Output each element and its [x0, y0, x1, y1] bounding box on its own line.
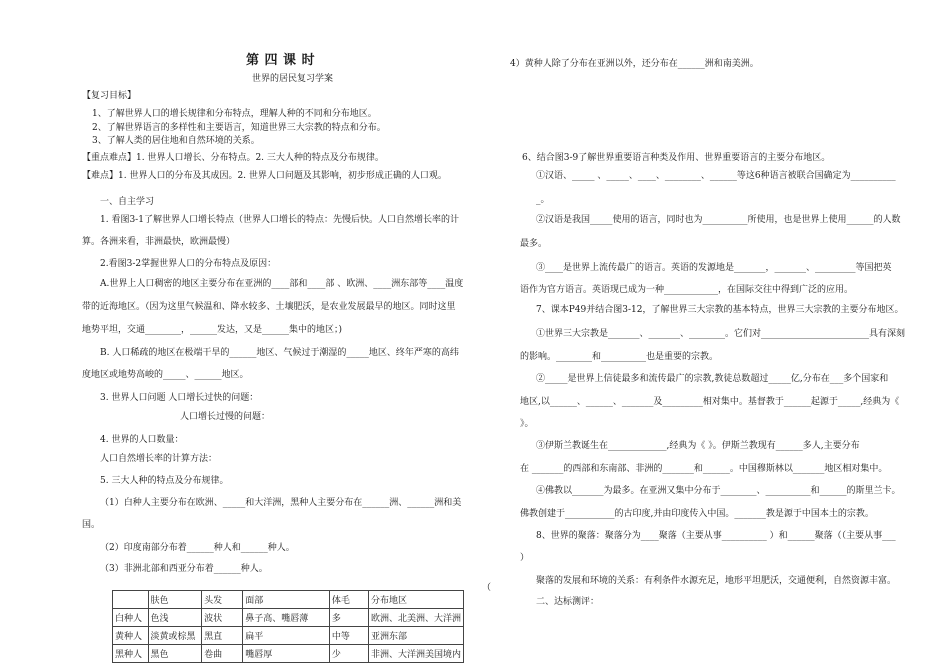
table-cell: 白种人 — [113, 609, 149, 627]
right-line-7: ③____是世界上流传最广的语言。英语的发源地是_______，_______、_________等国把英 — [536, 263, 892, 273]
right-line-11: 的影响。________和__________也是重要的宗教。 — [520, 352, 719, 362]
table-cell: 波状 — [202, 609, 243, 627]
table-cell: 鼻子高、嘴唇薄 — [243, 609, 330, 627]
table-cell: 黄种人 — [113, 627, 149, 645]
left-line-7: 一、自主学习 — [100, 197, 155, 207]
race-table — [112, 590, 464, 663]
page-title: 第 四 课 时 — [246, 53, 316, 68]
left-line-4: 3、了解人类的居住地和自然环境的关系。 — [92, 136, 260, 146]
table-cell: 肤色 — [148, 591, 202, 609]
left-line-22: 国。 — [82, 520, 101, 530]
table-cell: 色浅 — [148, 609, 202, 627]
table-cell: 黑种人 — [113, 645, 149, 663]
right-line-9: 7、课本P49并结合图3-12，了解世界三大宗教的基本特点，世界三大宗教的主要分布地区。 — [536, 305, 904, 315]
right-line-15: ③伊斯兰教诞生在_____________,经典为《 》。伊斯兰教现有______多人,主要分布 — [536, 441, 860, 451]
right-line-2: 6、结合图3-9了解世界重要语言种类及作用、世界重要语言的主要分布地区。 — [522, 153, 831, 163]
right-line-16: 在 _______的西部和东南部、非洲的_______和______。中国穆斯林以_______地区相对集中。 — [520, 464, 888, 474]
right-line-4: _。 — [536, 195, 550, 205]
right-line-3: ①汉语、_____ 、_____、____、________、______等这6种语言被联合国确定为__________ — [536, 171, 896, 181]
left-line-15: 度地区或地势高峻的_____、______地区。 — [82, 370, 249, 380]
right-line-18: 佛教创建于___________的古印度,并由印度传入中国。_______教是源于中国本土的宗教。 — [520, 509, 874, 519]
right-line-6: 最多。 — [520, 239, 548, 249]
table-header-row — [113, 591, 464, 609]
left-line-18: 4. 世界的人口数量： — [100, 435, 184, 445]
table-cell: 少 — [329, 645, 368, 663]
right-line-13: 地区,以______、______、_______及_________相对集中。基督教于______起源于_____,经典为《 — [520, 397, 900, 407]
left-line-13: 地势平坦，交通________，______发达，又是______集中的地区；) — [82, 325, 343, 335]
table-row — [113, 627, 464, 645]
table-cell: 分布地区 — [368, 591, 463, 609]
table-cell: 嘴唇厚 — [243, 645, 330, 663]
table-row — [113, 609, 464, 627]
table-cell: 黑色 — [148, 645, 202, 663]
right-line-21: 聚落的发展和环境的关系：有利条件水源充足，地形平坦肥沃，交通便利，自然资源丰富。 — [536, 576, 897, 586]
table-cell: 头发 — [202, 591, 243, 609]
right-line-8: 语作为官方语言。英语现已成为一种____________，在国际交往中得到广泛的应用。 — [520, 285, 854, 295]
left-line-17: 人口增长过慢的问题： — [180, 412, 271, 422]
right-line-19: 8、世界的聚落：聚落分为____聚落（主要从事__________ ）和______聚落（（主要从事___ — [536, 531, 896, 541]
left-line-19: 人口自然增长率的计算方法： — [100, 454, 218, 464]
right-line-14: 》。 — [520, 419, 534, 429]
table-cell: 亚洲东部 — [368, 627, 463, 645]
table-row — [113, 645, 464, 663]
table-cell: 多 — [329, 609, 368, 627]
right-line-17: ④佛教以_______为最多。在亚洲又集中分布于________、__________和______的斯里兰卡。 — [536, 486, 901, 496]
table-cell: 欧洲、北美洲、大洋洲 — [368, 609, 463, 627]
table-cell: 体毛 — [329, 591, 368, 609]
left-line-21: （1）白种人主要分布在欧洲、_____和大洋洲，黑种人主要分布在______洲、______洲和美 — [100, 498, 462, 508]
left-line-16: 3. 世界人口问题 人口增长过快的问题： — [100, 393, 259, 403]
table-cell: 非洲、大洋洲美国境内 — [368, 645, 463, 663]
left-line-1: 【复习目标】 — [82, 91, 137, 101]
table-cell: 卷曲 — [202, 645, 243, 663]
left-line-20: 5. 三大人种的特点及分布规律。 — [100, 476, 229, 486]
left-line-24: （3）非洲北部和西亚分布着______种人。 — [100, 564, 268, 574]
right-line-22: 二、达标测评： — [536, 597, 600, 607]
table-cell: 中等 — [329, 627, 368, 645]
right-line-5: ②汉语是我国_____使用的语言，同时也为__________所使用，也是世界上使用______的人数 — [536, 215, 901, 225]
left-line-23: （2）印度南部分布着______种人和______种人。 — [100, 543, 295, 553]
left-line-10: 2.看图3-2掌握世界人口的分布特点及原因： — [100, 259, 277, 269]
right-line-20: ） — [520, 553, 530, 563]
table-cell: 黑直 — [202, 627, 243, 645]
left-line-12: 带的近海地区。（因为这里气候温和、降水较多、土壤肥沃，是农业发展最早的地区。同时这里 — [82, 302, 456, 312]
right-line-12: ②_____是世界上信徒最多和流传最广的宗教,教徒总数超过_____亿,分布在___多个国家和 — [536, 374, 889, 384]
table-cell — [113, 591, 149, 609]
left-line-14: B. 人口稀疏的地区在极端干旱的______地区、气候过于潮湿的_____地区、终年严寒的高纬 — [100, 348, 459, 358]
stray-parenthesis: （ — [482, 583, 492, 593]
left-line-5: 【重点难点】1. 世界人口增长、分布特点。2. 三大人种的特点及分布规律。 — [82, 153, 384, 163]
page-subtitle: 世界的居民复习学案 — [252, 74, 334, 84]
right-line-10: ①世界三大宗教是_______、_______、________。它们对________________________具有深刻 — [536, 329, 906, 339]
left-line-2: 1、了解世界人口的增长规律和分布特点，理解人种的不同和分布地区。 — [92, 109, 377, 119]
right-line-1: 4）黄种人除了分布在亚洲以外，还分布在______洲和南美洲。 — [510, 59, 759, 69]
table-cell: 扁平 — [243, 627, 330, 645]
left-line-8: 1. 看图3-1了解世界人口增长特点（世界人口增长的特点：先慢后快。人口自然增长率的计 — [100, 215, 459, 225]
left-line-9: 算。各洲来看，非洲最快，欧洲最慢） — [82, 237, 236, 247]
left-line-11: A.世界上人口稠密的地区主要分布在亚洲的____部和____部 、欧洲、____洲东部等____温度 — [100, 279, 464, 289]
left-line-3: 2、了解世界语言的多样性和主要语言，知道世界三大宗教的特点和分布。 — [92, 123, 386, 133]
table-cell: 面部 — [243, 591, 330, 609]
table-cell: 淡黄或棕黑 — [148, 627, 202, 645]
left-line-6: 【难点】1. 世界人口的分布及其成因。2. 世界人口问题及其影响，初步形成正确的人口观。 — [82, 171, 447, 181]
